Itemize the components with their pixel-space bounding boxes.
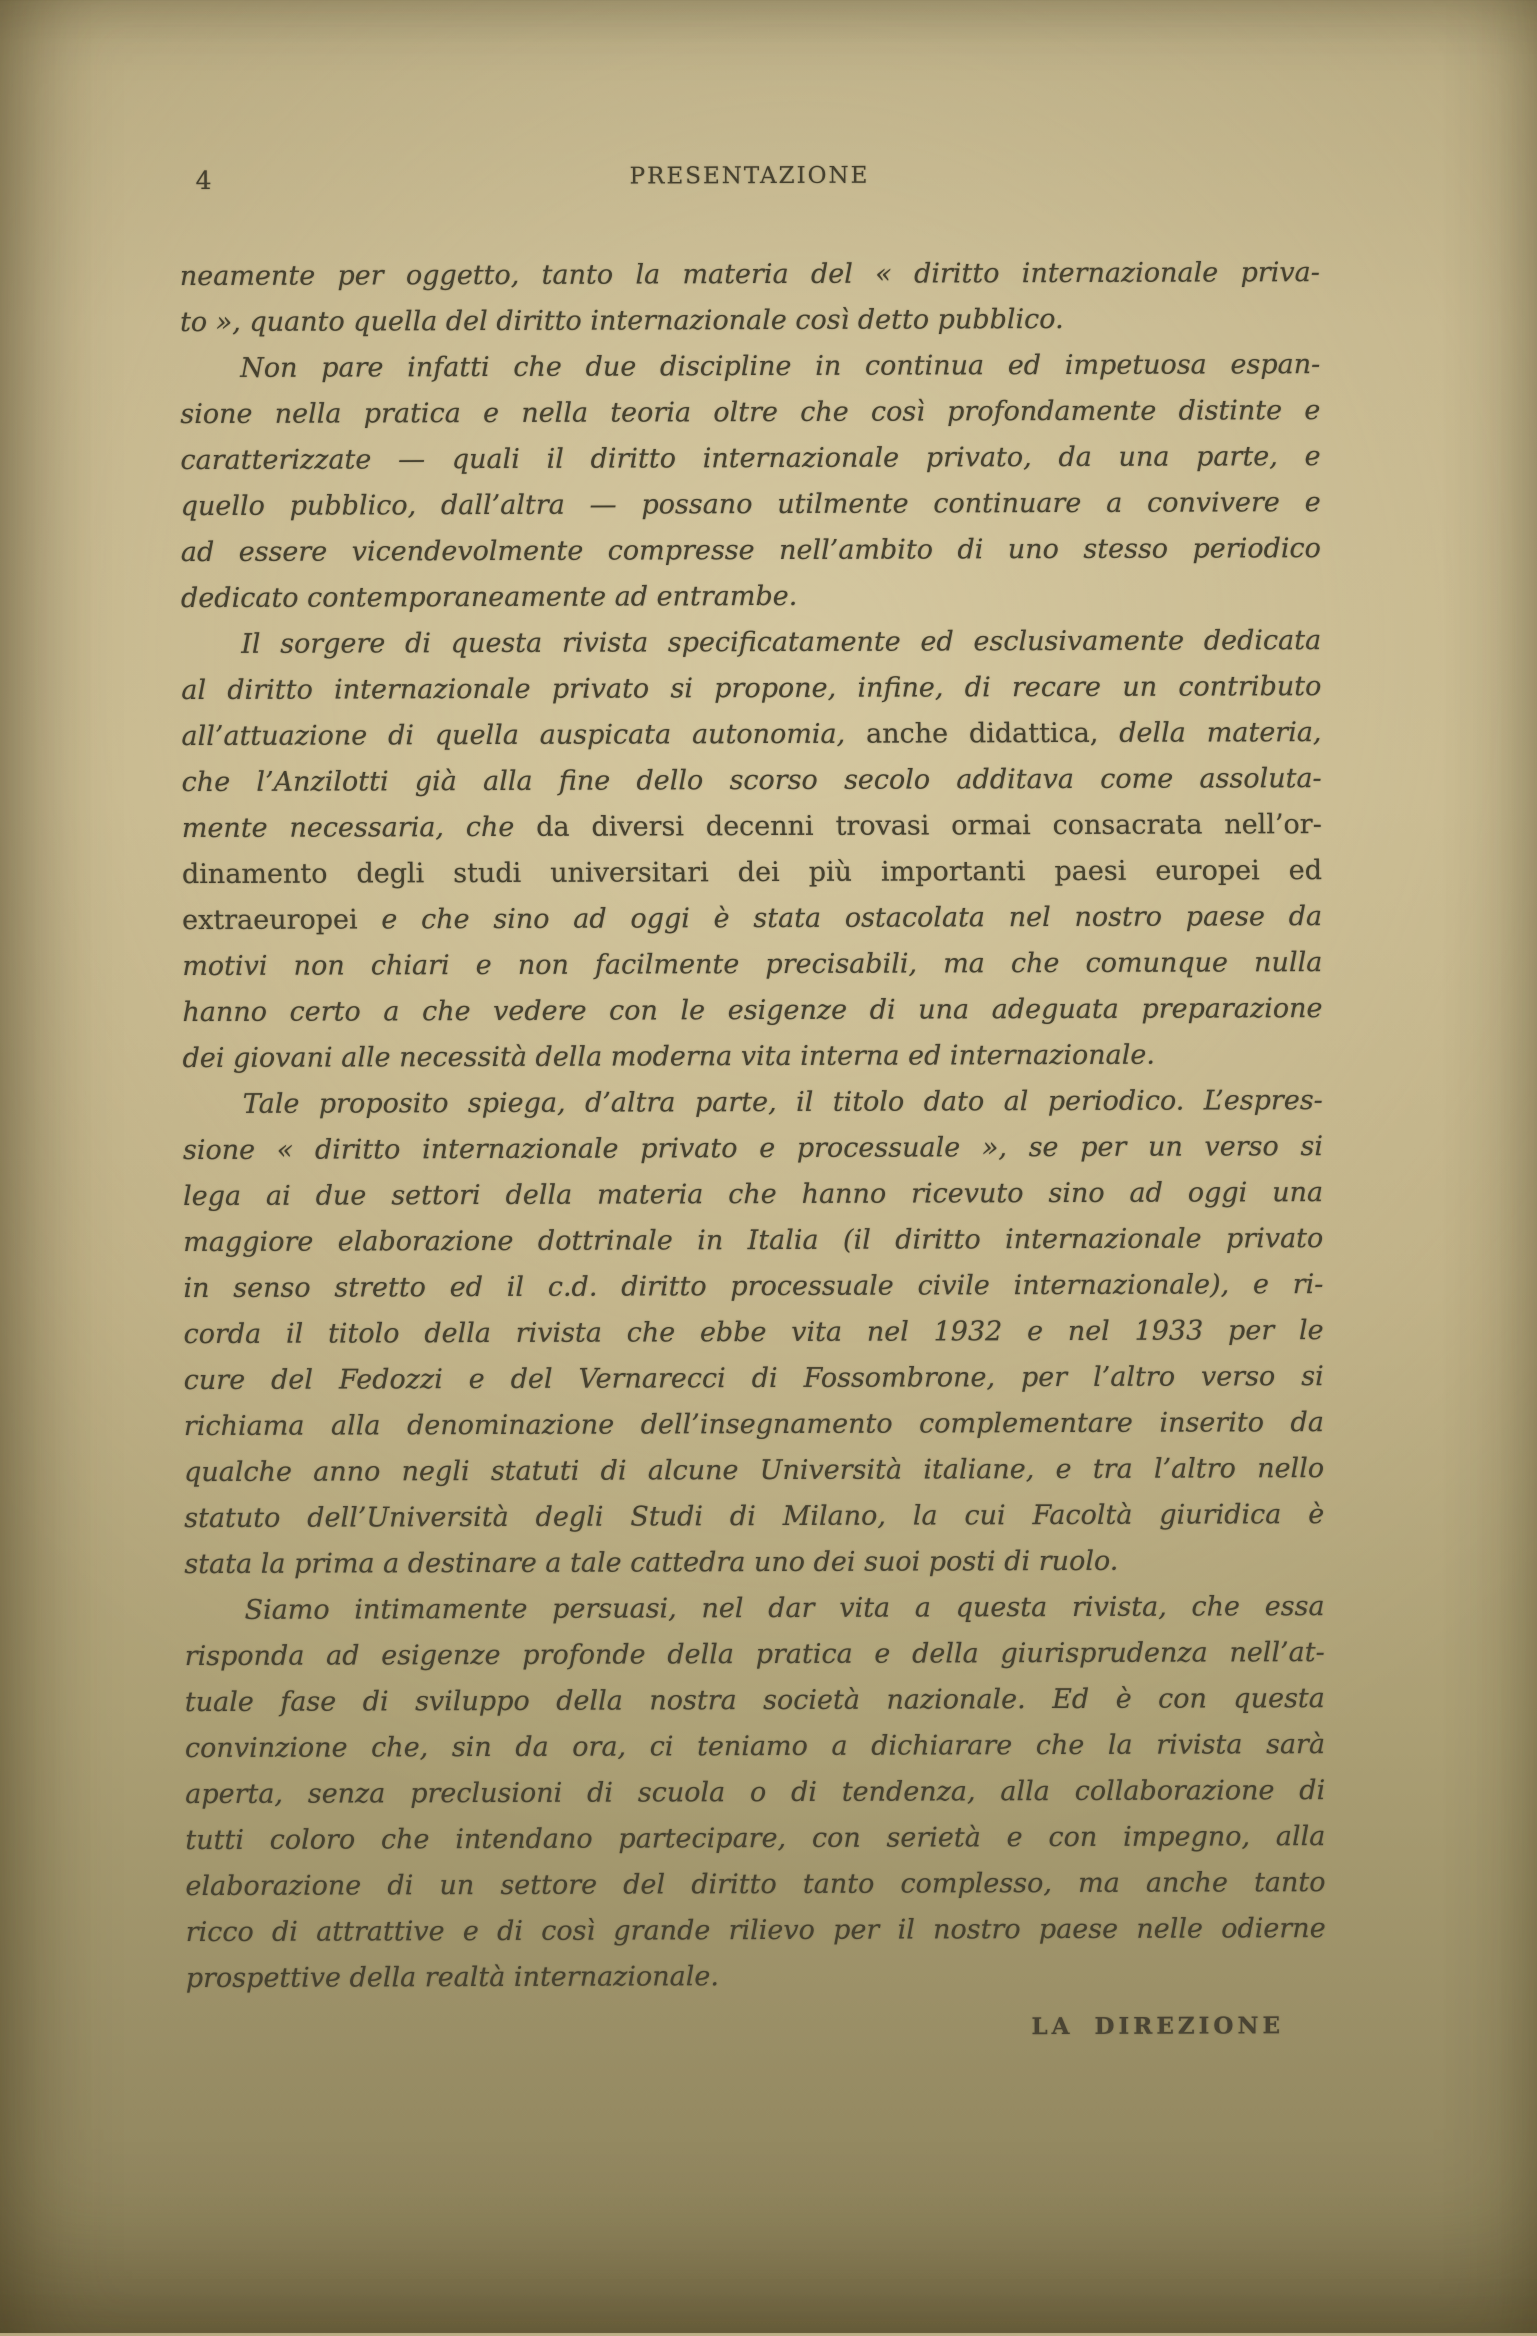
text-line xyxy=(182,756,1322,806)
text-line xyxy=(182,894,1322,944)
text-line xyxy=(181,710,1321,760)
italic-text-segment: che l’Anzilotti già alla fine dello scorso secolo additava come assoluta- xyxy=(181,763,1322,799)
page-text xyxy=(180,250,1326,2002)
text-line xyxy=(183,1170,1323,1220)
roman-text-segment: extraeuropei xyxy=(182,904,382,937)
italic-text-segment: Non pare infatti che due discipline in continua ed impetuosa espan- xyxy=(240,349,1321,384)
italic-text-segment: mente necessaria, che xyxy=(181,811,537,845)
text-line xyxy=(180,250,1320,300)
text-line xyxy=(184,1538,1324,1588)
italic-text-segment: elaborazione di un settore del diritto tanto complesso, ma anche tanto xyxy=(185,1867,1326,1903)
text-line xyxy=(181,572,1321,622)
italic-text-segment: sione nella pratica e nella teoria oltre che così profondamente distinte e xyxy=(180,395,1321,431)
italic-text-segment: lega ai due settori della materia che hanno ricevuto sino ad oggi una xyxy=(183,1177,1324,1213)
text-line xyxy=(184,1354,1324,1404)
italic-text-segment: tuale fase di sviluppo della nostra società nazionale. Ed è con questa xyxy=(184,1683,1325,1719)
text-line xyxy=(185,1676,1325,1726)
text-line xyxy=(181,664,1321,714)
text-line xyxy=(186,1952,1326,2002)
text-line xyxy=(184,1400,1324,1450)
italic-text-segment: all’attuazione di quella auspicata autonomia, xyxy=(181,718,867,753)
page-number: 4 xyxy=(195,165,212,195)
italic-text-segment: dei giovani alle necessità della moderna vita interna ed internazionale. xyxy=(182,1039,1156,1075)
italic-text-segment: stata la prima a destinare a tale cattedra uno dei suoi posti di ruolo. xyxy=(184,1545,1119,1581)
text-line xyxy=(185,1722,1325,1772)
italic-text-segment: to », quanto quella del diritto internazionale così detto pubblico. xyxy=(179,303,1064,339)
italic-text-segment: della materia, xyxy=(1119,717,1322,749)
italic-text-segment: Il sorgere di questa rivista specificatamente ed esclusivamente dedicata xyxy=(241,625,1322,660)
italic-text-segment: sione « diritto internazionale privato e processuale », se per un verso si xyxy=(182,1131,1323,1167)
italic-text-segment: statuto dell’Università degli Studi di Milano, la cui Facoltà giuridica è xyxy=(184,1499,1325,1535)
italic-text-segment: in senso stretto ed il c.d. diritto processuale civile internazionale), e ri- xyxy=(183,1269,1324,1305)
italic-text-segment: dedicato contemporaneamente ad entrambe. xyxy=(180,580,798,615)
roman-text-segment: anche didattica, xyxy=(866,717,1120,750)
text-line xyxy=(180,434,1320,484)
italic-text-segment: motivi non chiari e non facilmente precisabili, ma che comunque nulla xyxy=(182,947,1323,983)
italic-text-segment: Siamo intimamente persuasi, nel dar vita a questa rivista, che essa xyxy=(244,1591,1325,1626)
italic-text-segment: hanno certo a che vedere con le esigenze di una adeguata preparazione xyxy=(182,993,1323,1029)
running-header: PRESENTAZIONE xyxy=(629,162,870,190)
italic-text-segment: risponda ad esigenze profonde della pratica e della giurisprudenza nell’at- xyxy=(184,1637,1325,1673)
italic-text-segment: ad essere vicendevolmente compresse nell’ambito di uno stesso periodico xyxy=(180,533,1321,569)
text-line xyxy=(182,848,1322,898)
text-line xyxy=(182,940,1322,990)
italic-text-segment: neamente per oggetto, tanto la materia del « diritto internazionale priva- xyxy=(179,257,1320,293)
italic-text-segment: Tale proposito spiega, d’altra parte, il titolo dato al periodico. L’espres- xyxy=(242,1085,1323,1120)
roman-text-segment: dinamento degli studi universitari dei più importanti paesi europei ed xyxy=(181,855,1323,891)
text-line xyxy=(183,1078,1323,1128)
text-line xyxy=(181,618,1321,668)
italic-text-segment: caratterizzate — quali il diritto internazionale privato, da una parte, e xyxy=(180,441,1321,477)
text-line xyxy=(183,1216,1323,1266)
text-line xyxy=(186,1906,1326,1956)
text-line xyxy=(181,480,1321,530)
signature: LA DIREZIONE xyxy=(1031,2012,1285,2041)
text-line xyxy=(180,388,1320,438)
text-line xyxy=(181,526,1321,576)
italic-text-segment: corda il titolo della rivista che ebbe vita nel 1932 e nel 1933 per le xyxy=(183,1315,1324,1351)
italic-text-segment: al diritto internazionale privato si propone, infine, di recare un contributo xyxy=(181,671,1322,707)
italic-text-segment: e che sino ad oggi è stata ostacolata nel nostro paese da xyxy=(381,901,1323,936)
text-line xyxy=(184,1308,1324,1358)
text-line xyxy=(184,1584,1324,1634)
italic-text-segment: qualche anno negli statuti di alcune Università italiane, e tra l’altro nello xyxy=(184,1453,1325,1489)
text-line xyxy=(183,1124,1323,1174)
text-line xyxy=(185,1814,1325,1864)
text-line xyxy=(180,342,1320,392)
italic-text-segment: maggiore elaborazione dottrinale in Italia (il diritto internazionale privato xyxy=(183,1223,1324,1259)
text-line xyxy=(185,1630,1325,1680)
italic-text-segment: quello pubblico, dall’altra — possano utilmente continuare a convivere e xyxy=(180,487,1321,523)
text-line xyxy=(182,986,1322,1036)
text-line xyxy=(184,1492,1324,1542)
italic-text-segment: cure del Fedozzi e del Vernarecci di Fossombrone, per l’altro verso si xyxy=(183,1361,1324,1397)
italic-text-segment: aperta, senza preclusioni di scuola o di tendenza, alla collaborazione di xyxy=(185,1775,1326,1811)
italic-text-segment: prospettive della realtà internazionale. xyxy=(185,1961,720,1995)
italic-text-segment: richiama alla denominazione dell’insegnamento complementare inserito da xyxy=(183,1407,1324,1443)
italic-text-segment: convinzione che, sin da ora, ci teniamo a dichiarare che la rivista sarà xyxy=(184,1729,1326,1765)
roman-text-segment: da diversi decenni trovasi ormai consacrata nell’or- xyxy=(536,809,1322,843)
text-line xyxy=(185,1860,1325,1910)
italic-text-segment: ricco di attrattive e di così grande rilievo per il nostro paese nelle odierne xyxy=(185,1913,1326,1949)
text-line xyxy=(180,296,1320,346)
text-line xyxy=(183,1032,1323,1082)
page-header xyxy=(180,161,1320,195)
text-line xyxy=(183,1262,1323,1312)
italic-text-segment: tutti coloro che intendano partecipare, con serietà e con impegno, alla xyxy=(185,1821,1326,1857)
text-line xyxy=(182,802,1322,852)
text-line xyxy=(185,1768,1325,1818)
text-line xyxy=(184,1446,1324,1496)
